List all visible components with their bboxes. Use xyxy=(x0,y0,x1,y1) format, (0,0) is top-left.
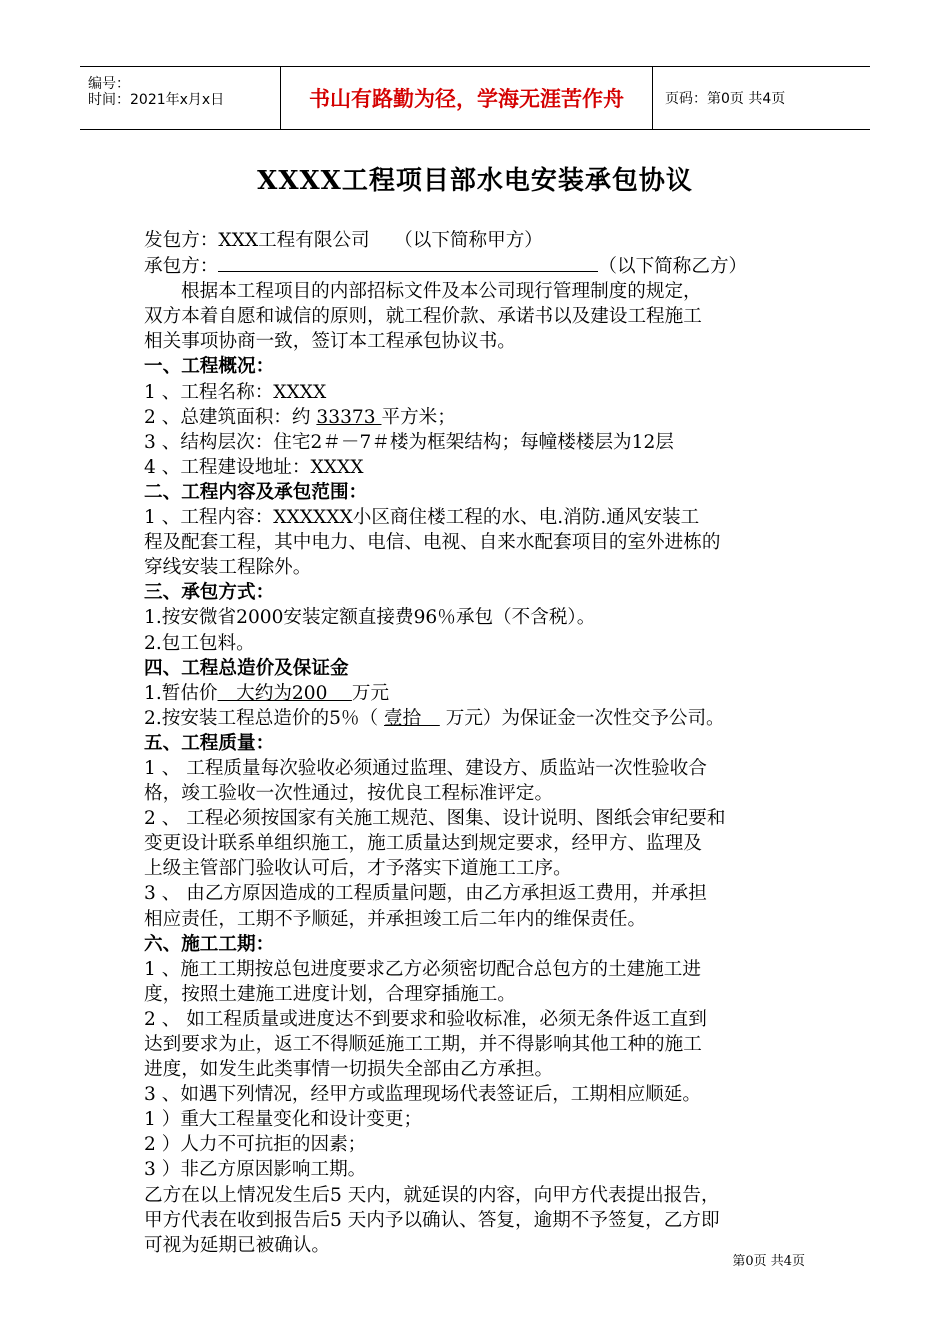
paragraph-line: 3 、结构层次：住宅2＃－7＃楼为框架结构；每幢楼楼层为12层 xyxy=(144,431,674,453)
paragraph-line: 1.按安微省2000安装定额直接费96％承包（不含税）。 xyxy=(144,607,596,629)
header-meta-cell xyxy=(80,67,280,129)
contractor-blank-field xyxy=(218,253,598,272)
paragraph-line: 双方本着自愿和诚信的原则，就工程价款、承诺书以及建设工程施工 xyxy=(144,306,702,328)
paragraph-line: 程及配套工程，其中电力、电信、电视、自来水配套项目的室外进栋的 xyxy=(144,532,721,554)
header-table xyxy=(80,66,870,130)
paragraph-line: 乙方在以上情况发生后5 天内，就延误的内容，向甲方代表提出报告， xyxy=(144,1184,720,1206)
paragraph-line: 格，竣工验收一次性通过，按优良工程标准评定。 xyxy=(144,783,554,805)
paragraph-line: 2 、 如工程质量或进度达不到要求和验收标准，必须无条件返工直到 xyxy=(144,1008,707,1030)
paragraph-line: 进度，如发生此类事情一切损失全部由乙方承担。 xyxy=(144,1059,554,1081)
section-heading: 一、工程概况： xyxy=(144,356,275,378)
document-body xyxy=(144,228,814,1258)
paragraph-line: 相关事项协商一致，签订本工程承包协议书。 xyxy=(144,331,516,353)
section-heading: 二、工程内容及承包范围： xyxy=(144,481,368,503)
header-motto: 书山有路勤为径，学海无涯苦作舟 xyxy=(280,67,653,129)
paragraph-line: 3 、 由乙方原因造成的工程质量问题，由乙方承担返工费用，并承担 xyxy=(144,883,707,905)
paragraph-line: 2.包工包料。 xyxy=(144,632,255,654)
paragraph-line: 2 、 工程必须按国家有关施工规范、图集、设计说明、图纸会审纪要和 xyxy=(144,808,726,830)
document-date-label: 时间：2021年x月x日 xyxy=(88,92,225,108)
paragraph-line: 甲方代表在收到报告后5 天内予以确认、答复，逾期不予签复，乙方即 xyxy=(144,1209,720,1231)
area-value: 33373 xyxy=(316,406,382,428)
section-heading: 五、工程质量： xyxy=(144,732,275,754)
paragraph-line: 1 ）重大工程量变化和设计变更； xyxy=(144,1109,423,1131)
paragraph-line: 可视为延期已被确认。 xyxy=(144,1234,330,1256)
document-title: XXXX工程项目部水电安装承包协议 xyxy=(257,166,693,196)
paragraph-line: 根据本工程项目的内部招标文件及本公司现行管理制度的规定， xyxy=(181,281,702,303)
paragraph-line: 3 、如遇下列情况，经甲方或监理现场代表签证后，工期相应顺延。 xyxy=(144,1084,701,1106)
paragraph-line: 上级主管部门验收认可后，才予落实下道施工工序。 xyxy=(144,858,572,880)
estimated-price-value: 大约为200 xyxy=(217,682,352,704)
paragraph-line: 穿线安装工程除外。 xyxy=(144,557,312,579)
paragraph-line: 度，按照土建施工进度计划，合理穿插施工。 xyxy=(144,983,516,1005)
document-number-label: 编号： xyxy=(88,76,130,92)
paragraph-line: 2 ）人力不可抗拒的因素； xyxy=(144,1134,367,1156)
paragraph-line: 1 、 工程质量每次验收必须通过监理、建设方、质监站一次性验收合 xyxy=(144,757,707,779)
paragraph-line: 变更设计联系单组织施工，施工质量达到规定要求，经甲方、监理及 xyxy=(144,833,702,855)
page-footer: 第0页 共4页 xyxy=(732,1254,805,1269)
paragraph-line: 1.暂估价 大约为200 万元 xyxy=(144,682,390,704)
paragraph-line: 1 、施工工期按总包进度要求乙方必须密切配合总包方的土建施工进 xyxy=(144,958,701,980)
paragraph-line: 2.按安装工程总造价的5％（ 壹拾 万元）为保证金一次性交予公司。 xyxy=(144,707,725,729)
paragraph-line: 1 、工程名称：XXXX xyxy=(144,381,327,403)
section-heading: 六、施工工期： xyxy=(144,933,275,955)
paragraph-line: 2 、总建筑面积：约 33373 平方米； xyxy=(144,406,456,428)
paragraph-line: 相应责任，工期不予顺延，并承担竣工后二年内的维保责任。 xyxy=(144,908,647,930)
paragraph-line: 承包方： （以下简称乙方） xyxy=(144,253,814,279)
section-heading: 四、工程总造价及保证金 xyxy=(144,657,349,679)
paragraph-line: 达到要求为止，返工不得顺延施工工期，并不得影响其他工种的施工 xyxy=(144,1034,702,1055)
paragraph-line: 发包方：XXX工程有限公司 （以下简称甲方） xyxy=(144,230,543,251)
paragraph-line: 3 ）非乙方原因影响工期。 xyxy=(144,1159,367,1181)
paragraph-line: 1 、工程内容：XXXXXX小区商住楼工程的水、电.消防.通风安装工 xyxy=(144,507,700,529)
header-page-info: 页码：第0页 共4页 xyxy=(665,91,786,107)
deposit-value: 壹拾 xyxy=(384,707,440,729)
section-heading: 三、承包方式： xyxy=(144,582,275,604)
paragraph-line: 4 、工程建设地址：XXXX xyxy=(144,456,364,478)
